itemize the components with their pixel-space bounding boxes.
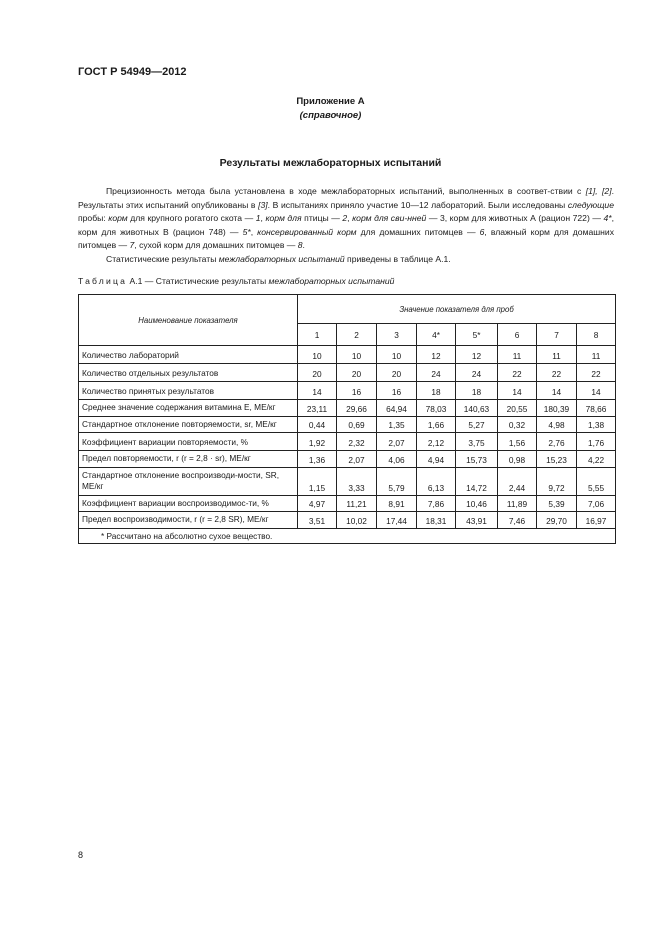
results-table	[78, 294, 616, 544]
table-cell: 24	[456, 364, 498, 382]
table-cell: 43,91	[456, 512, 498, 529]
table-cell: 7,06	[577, 495, 616, 512]
table-cell: 4,98	[537, 416, 577, 433]
table-cell: 22	[537, 364, 577, 382]
table-cell: 16	[337, 382, 377, 400]
table-row	[79, 512, 616, 529]
paragraph-2: Статистические результаты межлабораторных испытаний приведены в таблице А.1.	[106, 253, 451, 264]
table-cell: 12	[456, 346, 498, 364]
table-cell: 18	[417, 382, 456, 400]
table-cell: 14	[577, 382, 616, 400]
row-label: Среднее значение содержания витамина Е, МЕ/кг	[79, 400, 298, 417]
table-cell: 3,51	[298, 512, 337, 529]
table-cell: 16,97	[577, 512, 616, 529]
table-cell: 20	[377, 364, 417, 382]
table-cell: 14	[537, 382, 577, 400]
column-header-sample: 6	[498, 324, 537, 346]
table-cell: 14	[298, 382, 337, 400]
table-cell: 2,32	[337, 433, 377, 451]
table-row	[79, 346, 616, 364]
table-cell: 1,56	[498, 433, 537, 451]
body-text	[78, 185, 614, 266]
table-cell: 4,22	[577, 451, 616, 468]
table-row	[79, 400, 616, 417]
document-code: ГОСТ Р 54949—2012	[78, 66, 187, 78]
table-cell: 5,55	[577, 467, 616, 495]
table-cell: 2,12	[417, 433, 456, 451]
row-label: Стандартное отклонение повторяемости, sr, МЕ/кг	[79, 416, 298, 433]
table-row	[79, 451, 616, 468]
table-cell: 20	[337, 364, 377, 382]
table-cell: 20,55	[498, 400, 537, 417]
table-cell: 0,98	[498, 451, 537, 468]
table-cell: 6,13	[417, 467, 456, 495]
table-row	[79, 433, 616, 451]
table-cell: 18,31	[417, 512, 456, 529]
table-cell: 17,44	[377, 512, 417, 529]
row-label: Стандартное отклонение воспроизводи-мости, SR, МЕ/кг	[79, 467, 298, 495]
row-label: Количество отдельных результатов	[79, 364, 298, 382]
table-cell: 1,92	[298, 433, 337, 451]
column-header-sample: 5*	[456, 324, 498, 346]
table-cell: 1,35	[377, 416, 417, 433]
table-cell: 10,02	[337, 512, 377, 529]
appendix-title: Приложение А	[296, 96, 365, 107]
table-cell: 15,23	[537, 451, 577, 468]
table-cell: 20	[298, 364, 337, 382]
table-row	[79, 416, 616, 433]
row-label: Предел воспроизводимости, r (r = 2,8 SR), МЕ/кг	[79, 512, 298, 529]
table-cell: 78,03	[417, 400, 456, 417]
table-cell: 12	[417, 346, 456, 364]
row-label: Коэффициент вариации воспроизводимос-ти, %	[79, 495, 298, 512]
table-cell: 140,63	[456, 400, 498, 417]
column-header-sample: 2	[337, 324, 377, 346]
column-header-sample: 3	[377, 324, 417, 346]
table-row	[79, 467, 616, 495]
table-cell: 11	[498, 346, 537, 364]
column-header-sample: 7	[537, 324, 577, 346]
table-caption-label: Таблица	[78, 276, 128, 286]
table-cell: 1,15	[298, 467, 337, 495]
table-cell: 23,11	[298, 400, 337, 417]
table-cell: 64,94	[377, 400, 417, 417]
table-cell: 2,76	[537, 433, 577, 451]
row-label: Коэффициент вариации повторяемости, %	[79, 433, 298, 451]
table-cell: 10	[377, 346, 417, 364]
page-number: 8	[78, 850, 84, 860]
table-cell: 14,72	[456, 467, 498, 495]
column-header-sample: 4*	[417, 324, 456, 346]
table-cell: 10	[298, 346, 337, 364]
table-caption: Таблица А.1 — Статистические результаты межлабораторных испытаний	[78, 276, 395, 286]
section-title: Результаты межлабораторных испытаний	[219, 157, 442, 169]
table-cell: 2,07	[337, 451, 377, 468]
table-cell: 11	[537, 346, 577, 364]
row-label: Количество принятых результатов	[79, 382, 298, 400]
table-cell: 2,07	[377, 433, 417, 451]
table-row	[79, 382, 616, 400]
table-row	[79, 495, 616, 512]
column-header-sample: 1	[298, 324, 337, 346]
column-header-name: Наименование показателя	[79, 295, 298, 346]
table-row	[79, 364, 616, 382]
table-cell: 29,66	[337, 400, 377, 417]
table-cell: 4,06	[377, 451, 417, 468]
table-cell: 24	[417, 364, 456, 382]
column-header-sample: 8	[577, 324, 616, 346]
table-cell: 0,44	[298, 416, 337, 433]
table-cell: 8,91	[377, 495, 417, 512]
table-cell: 0,69	[337, 416, 377, 433]
table-footnote: * Рассчитано на абсолютно сухое вещество.	[79, 528, 616, 543]
table-cell: 4,97	[298, 495, 337, 512]
row-label: Предел повторяемости, r (r = 2,8 · sr), МЕ/кг	[79, 451, 298, 468]
table-footnote-row	[79, 528, 616, 543]
table-cell: 1,66	[417, 416, 456, 433]
column-group-header: Значение показателя для проб	[298, 295, 616, 324]
appendix-heading	[0, 95, 661, 123]
table-cell: 22	[577, 364, 616, 382]
table-cell: 180,39	[537, 400, 577, 417]
table-cell: 15,73	[456, 451, 498, 468]
table-cell: 1,76	[577, 433, 616, 451]
table-cell: 78,66	[577, 400, 616, 417]
table-cell: 5,79	[377, 467, 417, 495]
table-cell: 10	[337, 346, 377, 364]
table-cell: 11	[577, 346, 616, 364]
table-cell: 11,89	[498, 495, 537, 512]
table-cell: 7,46	[498, 512, 537, 529]
table-cell: 29,70	[537, 512, 577, 529]
table-cell: 3,75	[456, 433, 498, 451]
appendix-subtitle: (справочное)	[299, 110, 362, 121]
table-cell: 10,46	[456, 495, 498, 512]
table-cell: 14	[498, 382, 537, 400]
table-cell: 4,94	[417, 451, 456, 468]
table-cell: 18	[456, 382, 498, 400]
table-cell: 0,32	[498, 416, 537, 433]
table-cell: 1,36	[298, 451, 337, 468]
table-cell: 9,72	[537, 467, 577, 495]
table-cell: 7,86	[417, 495, 456, 512]
table-cell: 2,44	[498, 467, 537, 495]
table-cell: 3,33	[337, 467, 377, 495]
paragraph-1: Прецизионность метода была установлена в ходе межлабораторных испытаний, выполненных в соответ-ствии с [1], [2]. Результаты этих испытаний опубликованы в [3]. В испытаниях приняло участие 10—12 лабораторий. Были исследованы следующие пробы: корм для крупного рогатого скота — 1, корм для птицы — 2, корм для сви-нней — 3, корм для животных А (рацион 722) — 4*, корм для животных В (рацион 748) — 5*, консервированный корм для домашних питомцев — 6, влажный корм для домашних питомцев — 7, сухой корм для домашних питомцев — 8.	[78, 186, 615, 250]
table-cell: 5,39	[537, 495, 577, 512]
table-cell: 11,21	[337, 495, 377, 512]
table-cell: 1,38	[577, 416, 616, 433]
table-cell: 16	[377, 382, 417, 400]
table-cell: 22	[498, 364, 537, 382]
table-cell: 5,27	[456, 416, 498, 433]
row-label: Количество лабораторий	[79, 346, 298, 364]
